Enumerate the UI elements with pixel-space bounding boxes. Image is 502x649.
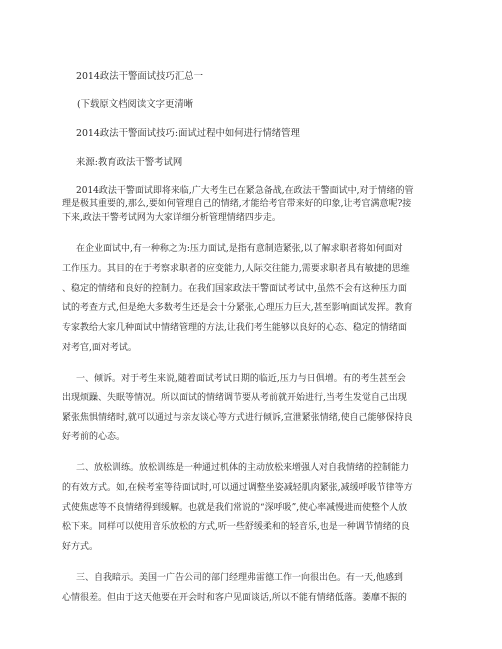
paragraph-4-line-5: 好方式。 [62, 542, 99, 552]
paragraph-2-line-5: 专家教给大家几种面试中情绪管理的方法,让我们考生能够以良好的心态、稳定的情绪面 [62, 323, 407, 333]
download-note: (下载原文档阅读文字更清晰 [77, 99, 194, 110]
paragraph-2-line-2: 工作压力。其目的在于考察求职者的应变能力,人际交往能力,需要求职者具有敏捷的思维 [62, 264, 410, 274]
paragraph-4-line-2: 的有效方式。如,在候考室等待面试时,可以通过调整坐姿减轻肌肉紧张,减缓呼吸节律等方 [62, 483, 413, 493]
paragraph-3-line-4: 好考前的心态。 [62, 432, 126, 442]
paragraph-2-line-4: 试的考查方式,但是绝大多数考生还是会十分紧张,心理压力巨大,甚至影响面试发挥。教育 [62, 303, 413, 313]
paragraph-1-line-3: 下来,政法干警考试网为大家详细分析管理情绪四步走。 [62, 213, 281, 223]
paragraph-3-line-2: 出现烦躁、失眠等情况。所以面试的情绪调节要从考前就开始进行,当考生发觉自己出现 [62, 393, 407, 403]
paragraph-4-line-3: 式使焦虑等不良情绪得到缓解。也就是我们常说的“深呼吸”,使心率减慢进而使整个人放 [62, 503, 408, 513]
paragraph-1-line-1: 2014政法干警面试即将来临,广大考生已在紧急备战,在政法干警面试中,对于情绪的管 [76, 186, 414, 196]
paragraph-2-line-6: 对考官,面对考试。 [62, 343, 137, 353]
document-subtitle: 2014政法干警面试技巧:面试过程中如何进行情绪管理 [76, 128, 300, 139]
document-title: 2014政法干警面试技巧汇总一 [76, 71, 203, 82]
source-line: 来源:教育政法干警考试网 [76, 157, 183, 168]
paragraph-3-line-3: 紧张焦惧情绪时,就可以通过与亲友谈心等方式进行倾诉,宣泄紧张情绪,使自己能够保持良 [62, 413, 413, 423]
paragraph-5-line-1: 三、自我暗示。美国一广告公司的部门经理弗雷德工作一向很出色。有一天,他感到 [76, 573, 403, 583]
paragraph-4-line-1: 二、放松训练。放松训练是一种通过机体的主动放松来增强人对自我情绪的控制能力 [76, 463, 410, 473]
paragraph-1-line-2: 理是极其重要的,那么,要如何管理自己的情绪,才能给考官带来好的印象,让考官满意呢?接 [62, 199, 412, 209]
paragraph-2-line-1: 在企业面试中,有一种称之为:压力面试,是指有意制造紧张,以了解求职者将如何面对 [76, 244, 403, 254]
paragraph-2-line-3: 、稳定的情绪和良好的控制力。在我们国家政法干警面试考试中,虽然不会有这种压力面 [62, 284, 407, 294]
paragraph-4-line-4: 松下来。同样可以使用音乐放松的方式,听一些舒缓柔和的轻音乐,也是一种调节情绪的良 [62, 522, 410, 532]
paragraph-3-line-1: 一、倾诉。对于考生来说,随着面试考试日期的临近,压力与日俱增。有的考生甚至会 [76, 374, 406, 384]
paragraph-5-line-2: 心情很差。但由于这天他要在开会时和客户见面谈话,所以不能有情绪低落。萎靡不振的 [62, 593, 407, 603]
